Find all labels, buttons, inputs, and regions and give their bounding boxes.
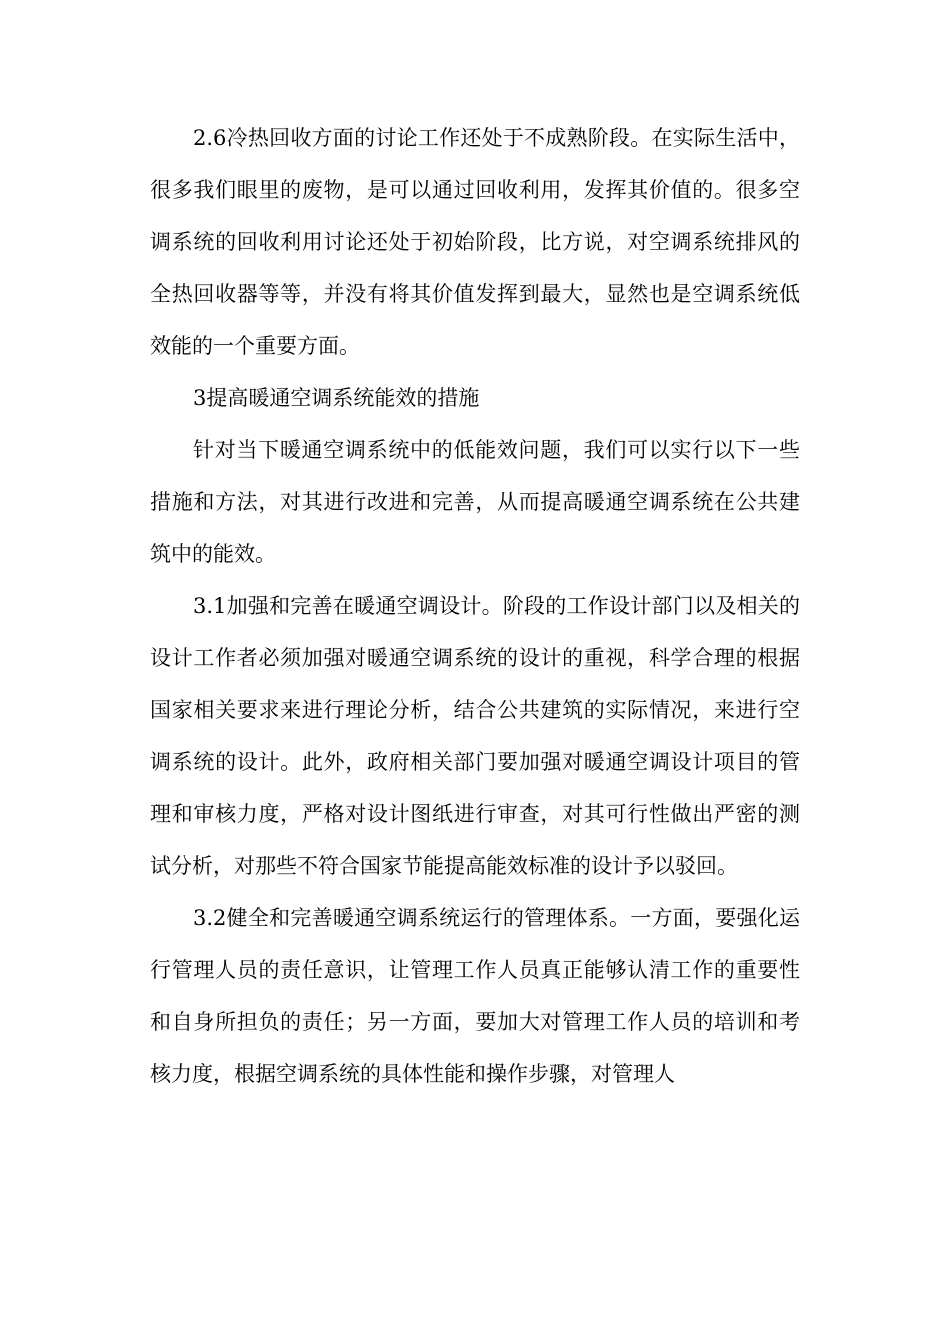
section-heading-3: 3提高暖通空调系统能效的措施 <box>193 386 480 410</box>
paragraph-3-2-management: 3.2健全和完善暖通空调系统运行的管理体系。一方面，要强化运行管理人员的责任意识，让管理工作人员真正能够认清工作的重要性和自身所担负的责任；另一方面，要加大对管理工作人员的培训和考核力度，根据空调系统的具体性能和操作步骤，对管理人 <box>150 906 800 1086</box>
paragraph-3-1-design: 3.1加强和完善在暖通空调设计。阶段的工作设计部门以及相关的设计工作者必须加强对暖通空调系统的设计的重视，科学合理的根据国家相关要求来进行理论分析，结合公共建筑的实际情况，来进行空调系统的设计。此外，政府相关部门要加强对暖通空调设计项目的管理和审核力度，严格对设计图纸进行审查，对其可行性做出严密的测试分析，对那些不符合国家节能提高能效标准的设计予以驳回。 <box>150 594 800 878</box>
paragraph-2-6-heat-recovery: 2.6冷热回收方面的讨论工作还处于不成熟阶段。在实际生活中，很多我们眼里的废物，是可以通过回收利用，发挥其价值的。很多空调系统的回收利用讨论还处于初始阶段，比方说，对空调系统排风的全热回收器等等，并没有将其价值发挥到最大，显然也是空调系统低效能的一个重要方面。 <box>150 126 800 358</box>
paragraph-intro-measures: 针对当下暖通空调系统中的低能效问题，我们可以实行以下一些措施和方法，对其进行改进和完善，从而提高暖通空调系统在公共建筑中的能效。 <box>150 438 800 566</box>
document-body <box>150 112 800 1100</box>
